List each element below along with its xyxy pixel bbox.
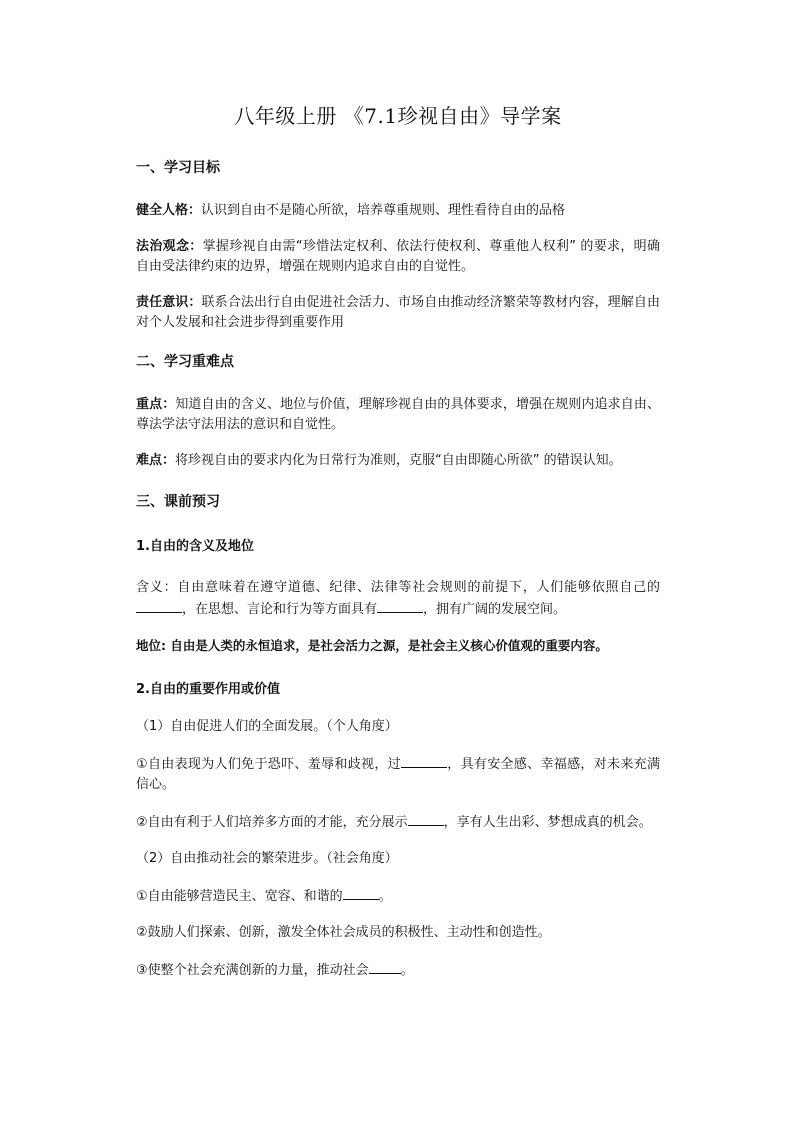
text-segment: ①自由能够营造民主、宽容、和谐的: [136, 889, 343, 904]
goal-label: 法治观念：: [136, 239, 203, 254]
text-segment: ③使整个社会充满创新的力量，推动社会: [136, 963, 369, 978]
goal-label: 健全人格：: [136, 203, 202, 218]
goal-item: [136, 237, 660, 277]
value-social-item-2: ②鼓励人们探索、创新，激发全体社会成员的积极性、主动性和创造性。: [136, 925, 551, 940]
text-segment: ，具有安全感、幸福感，对未来充满信心。: [136, 757, 660, 792]
subheading-meaning: 1.自由的含义及地位: [136, 539, 254, 554]
fill-blank[interactable]: [369, 959, 401, 974]
keypoint-text: 知道自由的含义、地位与价值，理解珍视自由的具体要求，增强在规则内追求自由、尊法学法守法用法的意识和自觉性。: [136, 397, 660, 432]
difficulty-item: [136, 451, 660, 471]
goal-item: [136, 201, 660, 221]
value-social-item-3: [136, 959, 660, 981]
section-heading-goals: 一、学习目标: [136, 160, 220, 176]
meaning-text-a: 含义：自由意味着在遵守道德、纪律、法律等社会规则的前提下，人们能够依照自己的: [136, 580, 660, 595]
document-title: 八年级上册 《7.1珍视自由》导学案: [234, 104, 562, 128]
meaning-paragraph: [136, 578, 660, 620]
fill-blank[interactable]: [377, 598, 423, 613]
fill-blank[interactable]: [343, 885, 379, 900]
document-page: [136, 100, 660, 997]
meaning-text-c: ，拥有广阔的发展空间。: [423, 602, 567, 617]
fill-blank[interactable]: [401, 753, 447, 768]
goal-text: 掌握珍视自由需“珍惜法定权利、依法行使权利、尊重他人权利” 的要求，明确自由受法律约束的边界，增强在规则内追求自由的自觉性。: [136, 239, 660, 274]
text-segment: 。: [400, 963, 414, 978]
text-segment: ，享有人生出彩、梦想成真的机会。: [443, 815, 652, 830]
value-personal-heading: （1）自由促进人们的全面发展。（个人角度）: [136, 719, 398, 734]
status-paragraph: 地位: 自由是人类的永恒追求，是社会活力之源，是社会主义核心价值观的重要内容。: [136, 638, 608, 653]
goal-text: 联系合法出行自由促进社会活力、市场自由推动经济繁荣等教材内容，理解自由对个人发展和社会进步得到重要作用: [136, 295, 660, 330]
keypoint-item: [136, 395, 660, 435]
text-segment: 。: [378, 889, 392, 904]
fill-blank[interactable]: [136, 598, 182, 613]
goal-text: 认识到自由不是随心所欲，培养尊重规则、理性看待自由的品格: [201, 203, 566, 218]
difficulty-text: 将珍视自由的要求内化为日常行为准则，克服“自由即随心所欲” 的错误认知。: [175, 453, 622, 468]
value-personal-item-1: [136, 753, 660, 795]
goal-label: 责任意识：: [136, 295, 202, 310]
value-social-item-1: [136, 885, 660, 907]
difficulty-label: 难点：: [136, 453, 176, 468]
section-heading-preview: 三、课前预习: [136, 494, 220, 510]
value-social-heading: （2）自由推动社会的繁荣进步。（社会角度）: [136, 851, 398, 866]
text-segment: ①自由表现为人们免于恐吓、羞辱和歧视，过: [136, 757, 401, 772]
section-heading-key-points: 二、学习重难点: [136, 354, 234, 370]
value-personal-item-2: [136, 811, 660, 833]
keypoint-label: 重点：: [136, 397, 176, 412]
subheading-value: 2.自由的重要作用或价值: [136, 682, 280, 697]
text-segment: ②自由有利于人们培养多方面的才能，充分展示: [136, 815, 408, 830]
goal-item: [136, 293, 660, 333]
meaning-text-b: ，在思想、言论和行为等方面具有: [182, 602, 378, 617]
fill-blank[interactable]: [408, 811, 444, 826]
